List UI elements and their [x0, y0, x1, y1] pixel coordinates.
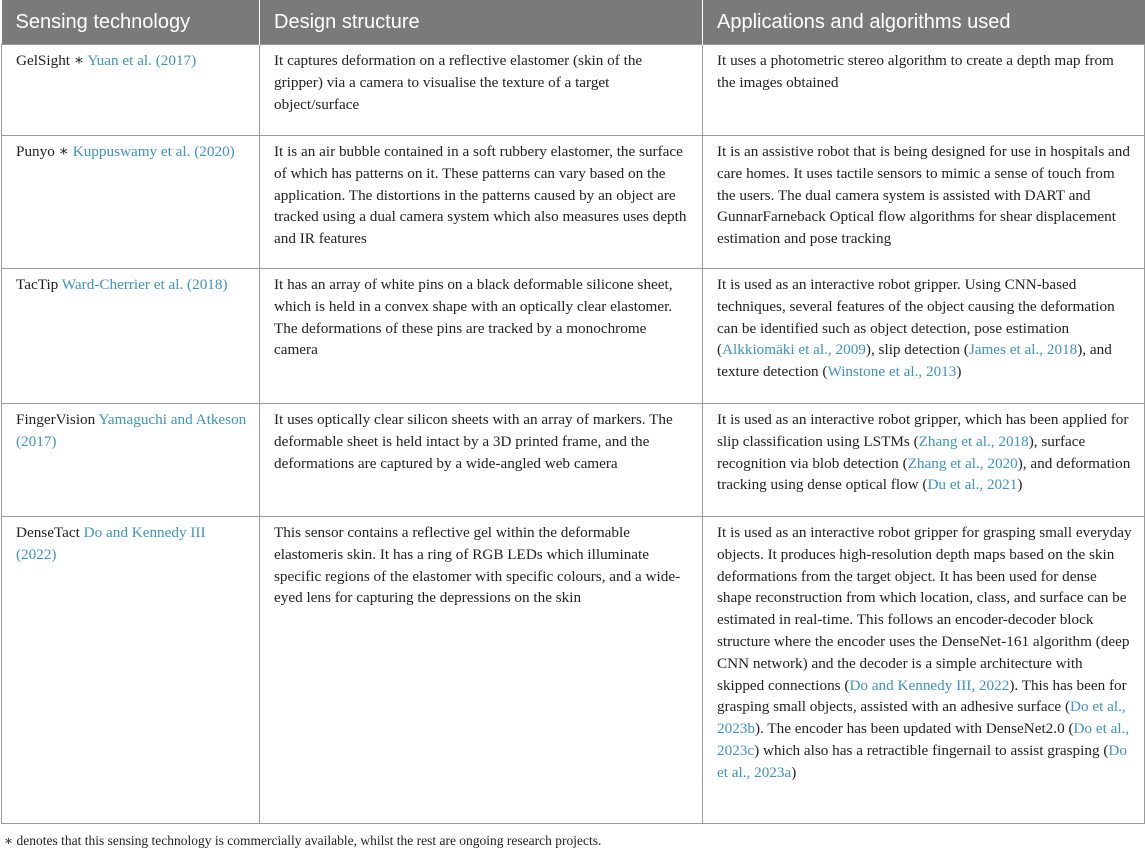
cell-text: ). This has been for grasping small objects, assisted with an adhesive surface ( — [717, 676, 1127, 716]
cell-text: ) — [956, 363, 962, 381]
cell-text: ∗ — [73, 52, 88, 69]
citation-link[interactable]: Alkkiomäki et al., 2009 — [722, 341, 866, 359]
cell-text: Punyo — [16, 143, 59, 160]
cell-text: It is used as an interactive robot gripper. Using CNN-based techniques, several features of the object causing the deformation can be identified such as object detection, pose estimation ( — [717, 276, 1115, 359]
cell-text: It is an air bubble contained in a soft rubbery elastomer, the surface of which has patterns on it. These patterns can vary based on the application. The distortions in the patterns caused by an object are tracked using a dual camera system which also measures uses depth and IR features — [274, 143, 687, 248]
cell-design — [260, 404, 703, 517]
cell-text: ∗ — [58, 143, 73, 160]
cell-design — [260, 136, 703, 269]
table-row — [2, 45, 1145, 136]
cell-apps — [703, 517, 1145, 824]
cell-text: TacTip — [16, 276, 62, 293]
cell-design — [260, 269, 703, 404]
cell-tech — [2, 269, 260, 404]
cell-design — [260, 45, 703, 136]
cell-tech — [2, 404, 260, 517]
citation-link[interactable]: Zhang et al., 2020 — [907, 454, 1018, 472]
cell-text: It is an assistive robot that is being designed for use in hospitals and care homes. It uses tactile sensors to mimic a sense of touch from the users. The dual camera system is assisted with DART and GunnarFarneback Optical flow algorithms for shear displacement estimation and pose tracking — [717, 143, 1130, 248]
cell-text: FingerVision — [16, 411, 99, 428]
cell-text: GelSight — [16, 52, 74, 69]
citation-link[interactable]: Do et al., 2023b — [717, 698, 1126, 738]
citation-link[interactable]: Winstone et al., 2013 — [827, 363, 957, 381]
header-sensing-technology: Sensing technology — [2, 0, 260, 45]
cell-apps — [703, 136, 1145, 269]
citation-link[interactable]: Do et al., 2023a — [717, 741, 1127, 781]
cell-text: It has an array of white pins on a black deformable silicone sheet, which is held in a convex shape with an optically clear elastomer. The deformations of these pins are tracked by a monochrome camera — [274, 276, 673, 359]
cell-text: This sensor contains a reflective gel within the deformable elastomeris skin. It has a ring of RGB LEDs which illuminate specific regions of the elastomer with specific colours, and a wide-eyed lens for capturing the depressions on the skin — [274, 524, 681, 607]
sensing-technology-table — [1, 0, 1145, 824]
table-row — [2, 517, 1145, 824]
citation-link[interactable]: Do et al., 2023c — [717, 720, 1130, 759]
citation-link[interactable]: Zhang et al., 2018 — [918, 432, 1029, 450]
cell-text: ), and deformation tracking using dense optical flow ( — [717, 454, 1131, 494]
table-header-row — [2, 0, 1145, 45]
cell-apps — [703, 45, 1145, 136]
cell-text: ) — [1017, 476, 1023, 494]
cell-text: ), slip detection ( — [865, 341, 969, 359]
cell-tech — [2, 136, 260, 269]
cell-text: ) which also has a retractible fingernail to assist grasping ( — [754, 741, 1109, 759]
citation-link[interactable]: James et al., 2018 — [968, 341, 1078, 359]
cell-text: ), and texture detection ( — [717, 341, 1112, 381]
cell-apps — [703, 269, 1145, 404]
table-row — [2, 269, 1145, 404]
table-row — [2, 136, 1145, 269]
citation-link[interactable]: Do and Kennedy III, 2022 — [849, 676, 1010, 694]
cell-text: It is used as an interactive robot gripper for grasping small everyday objects. It produces high-resolution depth maps based on the skin deformations from the target object. It has been used for dense shape reconstruction from which location, class, and surface can be estimated in real-time. This follows an encoder-decoder block structure where the encoder uses the DenseNet-161 algorithm (deep CNN network) and the decoder is a simple architecture with skipped connections ( — [717, 524, 1132, 694]
citation-link[interactable]: Yuan et al. (2017) — [87, 52, 197, 69]
cell-tech — [2, 517, 260, 824]
cell-text: It captures deformation on a reflective elastomer (skin of the gripper) via a camera to visualise the texture of a target object/surface — [274, 52, 643, 113]
citation-link[interactable]: Ward-Cherrier et al. (2018) — [61, 276, 228, 293]
cell-tech — [2, 45, 260, 136]
cell-apps — [703, 404, 1145, 517]
citation-link[interactable]: Yamaguchi and Atkeson (2017) — [16, 411, 247, 450]
cell-text: ), surface recognition via blob detection ( — [717, 432, 1086, 472]
cell-text: It uses a photometric stereo algorithm to create a depth map from the images obtained — [717, 52, 1114, 91]
table-footnote: ∗ denotes that this sensing technology is commercially available, whilst the rest are ongoing research projects. — [4, 833, 602, 848]
cell-text: DenseTact — [16, 524, 84, 541]
cell-design — [260, 517, 703, 824]
citation-link[interactable]: Kuppuswamy et al. (2020) — [72, 143, 235, 160]
table-row — [2, 404, 1145, 517]
cell-text: ). The encoder has been updated with DenseNet2.0 ( — [754, 720, 1074, 738]
citation-link[interactable]: Do and Kennedy III (2022) — [16, 524, 206, 563]
header-design-structure: Design structure — [260, 0, 703, 45]
cell-text: ) — [791, 763, 797, 781]
header-applications: Applications and algorithms used — [703, 0, 1145, 45]
cell-text: It is used as an interactive robot gripper, which has been applied for slip classification using LSTMs ( — [717, 411, 1129, 450]
citation-link[interactable]: Du et al., 2021 — [927, 476, 1018, 494]
cell-text: It uses optically clear silicon sheets with an array of markers. The deformable sheet is held intact by a 3D printed frame, and the deformations are captured by a wide-angled web camera — [274, 411, 673, 472]
